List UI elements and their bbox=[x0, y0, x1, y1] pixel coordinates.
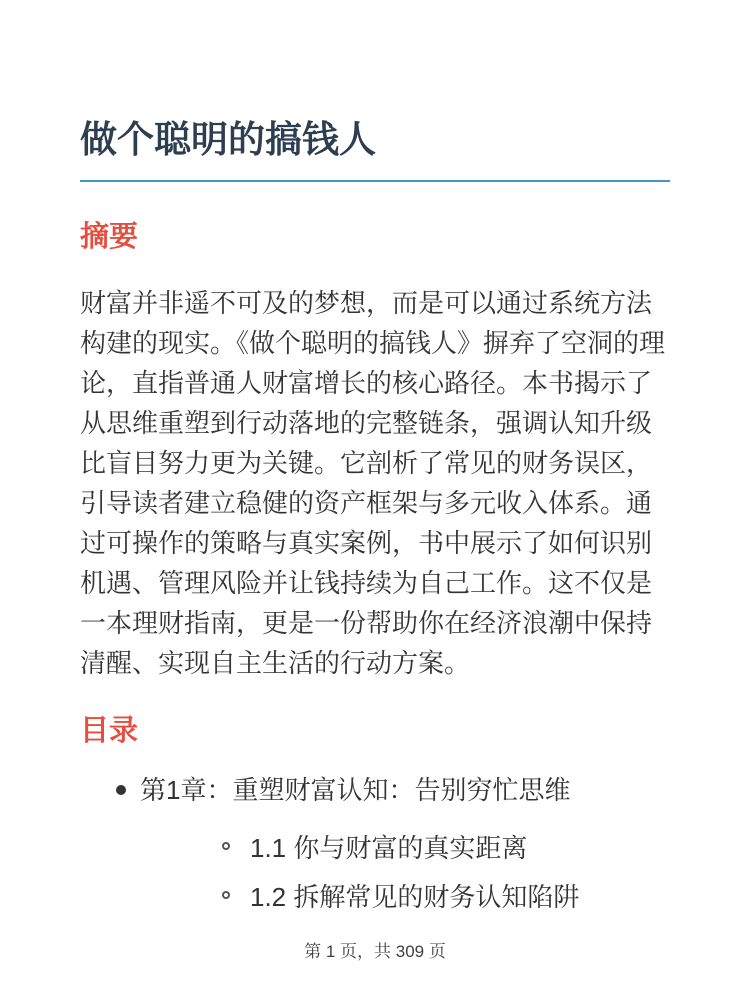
page-title: 做个聪明的搞钱人 bbox=[80, 119, 376, 160]
toc-section-label: 1.2 拆解常见的财务认知陷阱 bbox=[250, 882, 580, 912]
circle-bullet-icon bbox=[222, 891, 230, 899]
toc-list bbox=[80, 774, 670, 913]
abstract-paragraph: 财富并非遥不可及的梦想，而是可以通过系统方法构建的现实。《做个聪明的搞钱人》摒弃了空洞的理论，直指普通人财富增长的核心路径。本书揭示了从思维重塑到行动落地的完整链条，强调认知升级比盲目努力更为关键。它剖析了常见的财务误区，引导读者建立稳健的资产框架与多元收入体系。通过可操作的策略与真实案例，书中展示了如何识别机遇、管理风险并让钱持续为自己工作。这不仅是一本理财指南，更是一份帮助你在经济浪潮中保持清醒、实现自主生活的行动方案。 bbox=[80, 288, 666, 678]
toc-section-item bbox=[140, 881, 670, 913]
circle-bullet-icon bbox=[222, 842, 230, 850]
toc-section-item bbox=[140, 832, 670, 864]
toc-chapter-label: 第1章：重塑财富认知：告别穷忙思维 bbox=[140, 775, 571, 805]
abstract-heading: 摘要 bbox=[80, 221, 139, 253]
title-divider bbox=[80, 180, 670, 182]
toc-sublist bbox=[140, 832, 670, 913]
disc-bullet-icon bbox=[116, 785, 126, 795]
page-indicator: 第 1 页，共 309 页 bbox=[304, 942, 446, 961]
toc-heading: 目录 bbox=[80, 715, 139, 747]
toc-section-label: 1.1 你与财富的真实距离 bbox=[250, 833, 528, 863]
toc-chapter-item bbox=[80, 774, 670, 913]
